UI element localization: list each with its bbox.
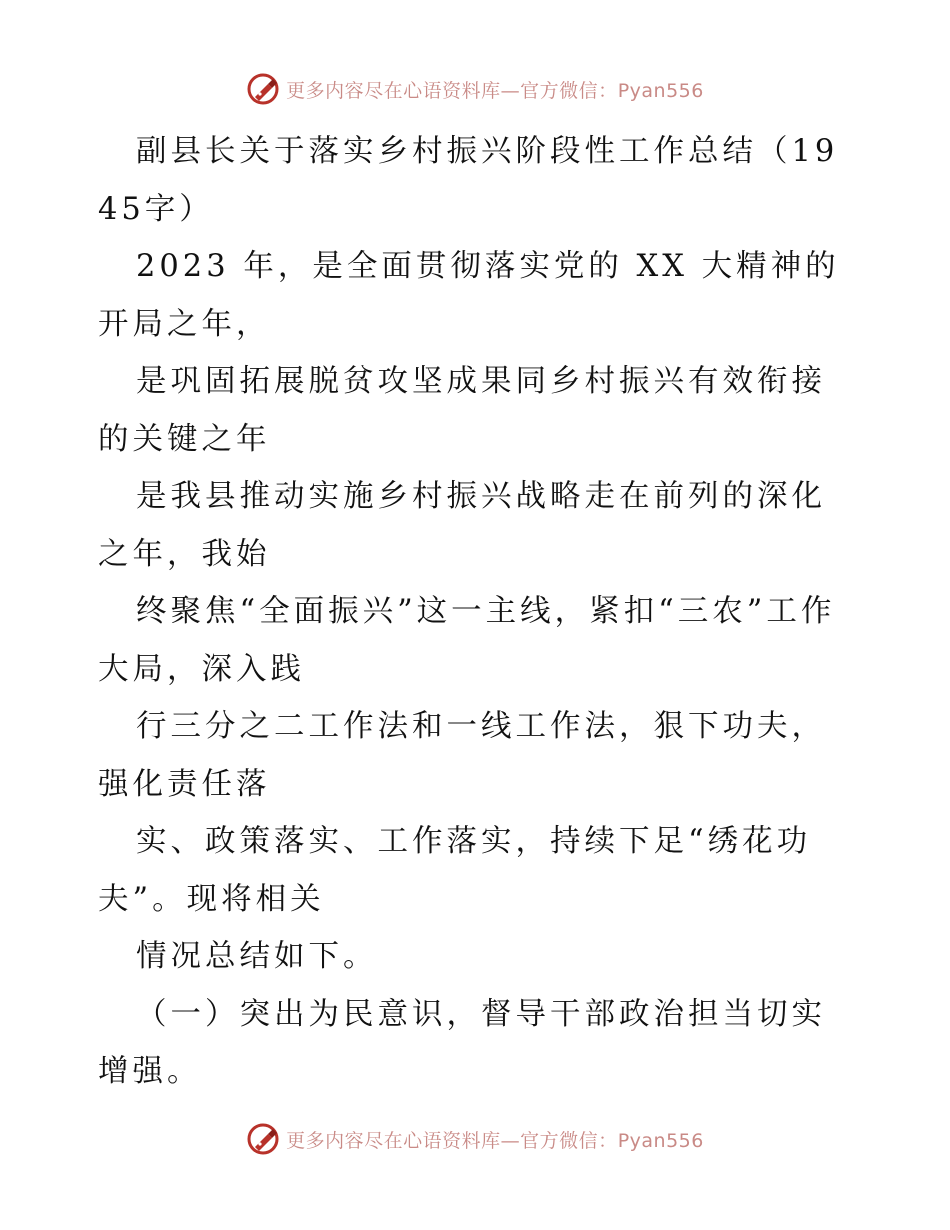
footer-banner-text: 更多内容尽在心语资料库—官方微信：Pyan556 — [286, 1129, 704, 1152]
paragraph: 终聚焦“全面振兴”这一主线，紧扣“三农”工作大局，深入践 — [98, 594, 836, 687]
paragraph: 行三分之二工作法和一线工作法，狠下功夫，强化责任落 — [98, 709, 826, 802]
header-banner-text: 更多内容尽在心语资料库—官方微信：Pyan556 — [286, 79, 704, 102]
document-body — [98, 123, 858, 1101]
header-banner — [0, 72, 950, 106]
pen-nib-logo-icon — [246, 72, 280, 106]
paragraph: 是我县推动实施乡村振兴战略走在前列的深化之年，我始 — [98, 479, 826, 572]
document-title: 副县长关于落实乡村振兴阶段性工作总结（1945字） — [98, 134, 839, 227]
paragraph: 情况总结如下。 — [136, 939, 378, 974]
paragraph: 2023 年，是全面贯彻落实党的 XX 大精神的开局之年， — [98, 249, 840, 342]
footer-banner — [0, 1122, 950, 1156]
paragraph: 是巩固拓展脱贫攻坚成果同乡村振兴有效衔接的关键之年 — [98, 364, 826, 457]
pen-nib-logo-icon — [246, 1122, 280, 1156]
paragraph: 实、政策落实、工作落实，持续下足“绣花功夫”。现将相关 — [98, 824, 812, 917]
section-heading: （一）突出为民意识，督导干部政治担当切实增强。 — [98, 996, 826, 1089]
